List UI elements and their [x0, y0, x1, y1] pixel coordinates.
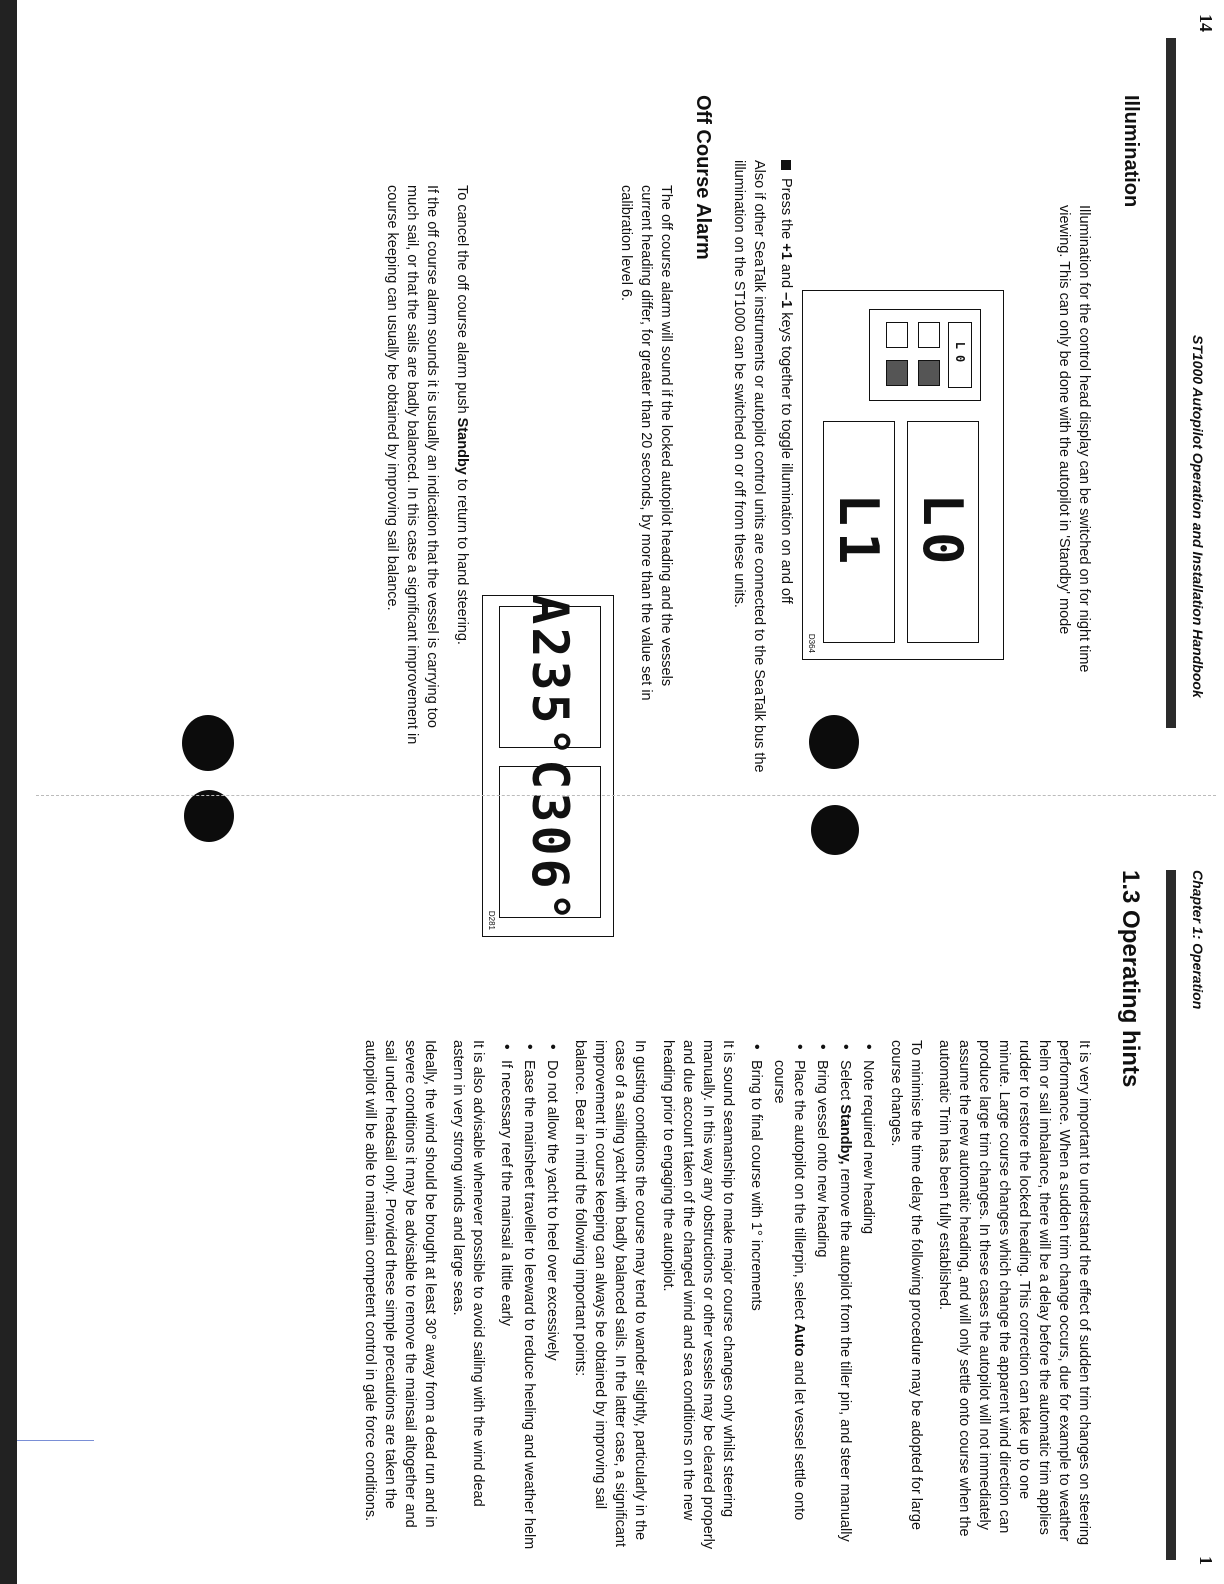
- list-item: • Place the autopilot on the tillerpin, select Auto and let vessel settle onto course: [769, 1040, 809, 1550]
- off-course-advice: If the off course alarm sounds it is usually an indication that the vessel is carrying too much sail, or that the sails are badly balanced. In this case a significant improvement in course keeping can usually be obtained by improving sail balance.: [384, 185, 440, 745]
- list-item: • Do not allow the yacht to heel over excessively: [542, 1040, 562, 1550]
- left-page-number: 14: [1196, 14, 1216, 32]
- illumination-intro: Illumination for the control head display can be switched on for night time viewing. This can only be done with the autopilot in 'Standby' mode: [1056, 205, 1092, 673]
- right-page-number: 1: [1196, 1556, 1216, 1565]
- list-item: • Bring to final course with 1° increments: [746, 1040, 766, 1550]
- paragraph: It is sound seamanship to make major course changes only whilst steering manually. In this way any obstructions or other vessels may be cleared properly and due account taken of the changed wind and sea conditions on the new heading prior to engaging the autopilot.: [660, 1040, 736, 1550]
- paragraph: It is very important to understand the effect of sudden trim changes on steering performance. When a sudden trim change occurs, due for example to weather helm or sail imbalance, there will be a delay before the automatic trim applies rudder to restore the locked heading. This correction can take up to one minute. Large course changes which change the apparent wind direction can produce large trim changes. In these cases the autopilot will not immediately assume the new automatic heading, and will only settle onto course when the automatic Trim has been fully established.: [936, 1040, 1092, 1546]
- control-head-keypad: [869, 309, 981, 401]
- off-course-display-figure: [482, 595, 614, 937]
- step-text: and: [778, 259, 794, 293]
- paragraph: To minimise the time delay the following procedure may be adopted for large course changes.: [888, 1040, 924, 1531]
- punch-hole-blot: [184, 790, 234, 842]
- plus-one-key-label: +1: [778, 243, 794, 260]
- operating-hints-heading: 1.3 Operating hints: [1117, 870, 1144, 1088]
- punch-hole-blot: [811, 805, 859, 855]
- paragraph: Ideally, the wind should be brought at least 30° away from a dead run and in severe conditions it may be advisable to remove the mainsail altogether and sail under headsail only. Provided these simple precautions are taken the autopilot will be able to maintain competent control in gale force conditions.: [362, 1040, 438, 1528]
- list-item: • Ease the mainsheet traveller to leeward to reduce heeling and weather helm: [519, 1040, 539, 1550]
- operating-hints-body: [352, 1040, 1094, 1550]
- cancel-text: to return to hand steering.: [454, 474, 470, 645]
- square-bullet-icon: [781, 160, 791, 170]
- scan-binding-edge: [0, 0, 17, 1584]
- list-item: • If necessary reef the mainsail a little early: [496, 1040, 516, 1550]
- minus-one-key-label: –1: [778, 292, 794, 309]
- step-text: keys together to toggle illumination on and off: [778, 308, 794, 604]
- auto-key: [918, 360, 940, 386]
- list-item: • Select Standby, remove the autopilot from the tiller pin, and steer manually: [835, 1040, 855, 1550]
- locked-heading-display: A235°: [499, 606, 601, 748]
- list-item: • Note required new heading: [858, 1040, 878, 1550]
- illumination-step: [776, 160, 796, 760]
- illumination-heading: Illumination: [1120, 95, 1142, 208]
- keypad-lcd: L0: [948, 322, 972, 388]
- lcd-level-bottom: L1: [823, 421, 895, 643]
- paragraph: In gusting conditions the course may tend to wander slightly, particularly in the case of a sailing yacht with badly balanced sails. In the latter case, a significant improvement in course keeping can always be obtained by improving sail balance. Bear in mind the following important points:: [572, 1040, 648, 1547]
- current-heading-display: C306°: [499, 766, 601, 918]
- important-points: [496, 1040, 562, 1550]
- punch-hole-blot: [182, 715, 234, 771]
- standby-key-label: Standby: [454, 417, 470, 475]
- off-course-heading: Off Course Alarm: [692, 95, 714, 260]
- off-course-cancel: [452, 185, 472, 745]
- right-header-bar: [1166, 870, 1176, 1560]
- right-running-head: Chapter 1: Operation: [1190, 870, 1206, 1010]
- step-text: Press the: [778, 178, 794, 244]
- spread-divider: [36, 795, 1216, 797]
- lcd-level-top: L0: [907, 421, 979, 643]
- paragraph: It is also advisable whenever possible to avoid sailing with the wind dead astern in very strong winds and large seas.: [450, 1040, 486, 1507]
- illumination-display-figure: [802, 290, 1004, 660]
- standby-key: [918, 322, 940, 348]
- punch-hole-blot: [809, 715, 859, 769]
- off-course-intro: The off course alarm will sound if the locked autopilot heading and the vessels current heading differ, for greater than 20 seconds, by more than the value set in calibration level 6.: [618, 185, 674, 701]
- illumination-note: Also if other SeaTalk instruments or autopilot control units are connected to the SeaTalk bus the illumination on the ST1000 can be switched on or off from these units.: [731, 160, 767, 773]
- left-header-bar: [1166, 38, 1176, 728]
- figure-tag: D364: [807, 633, 816, 653]
- left-running-head: ST1000 Autopilot Operation and Installation Handbook: [1190, 335, 1206, 698]
- cancel-text: To cancel the off course alarm push: [454, 185, 470, 418]
- minus-key: [886, 322, 908, 348]
- list-item: • Bring vessel onto new heading: [812, 1040, 832, 1550]
- plus-key: [886, 360, 908, 386]
- figure-tag: D281: [487, 910, 496, 930]
- course-change-steps: [746, 1040, 878, 1550]
